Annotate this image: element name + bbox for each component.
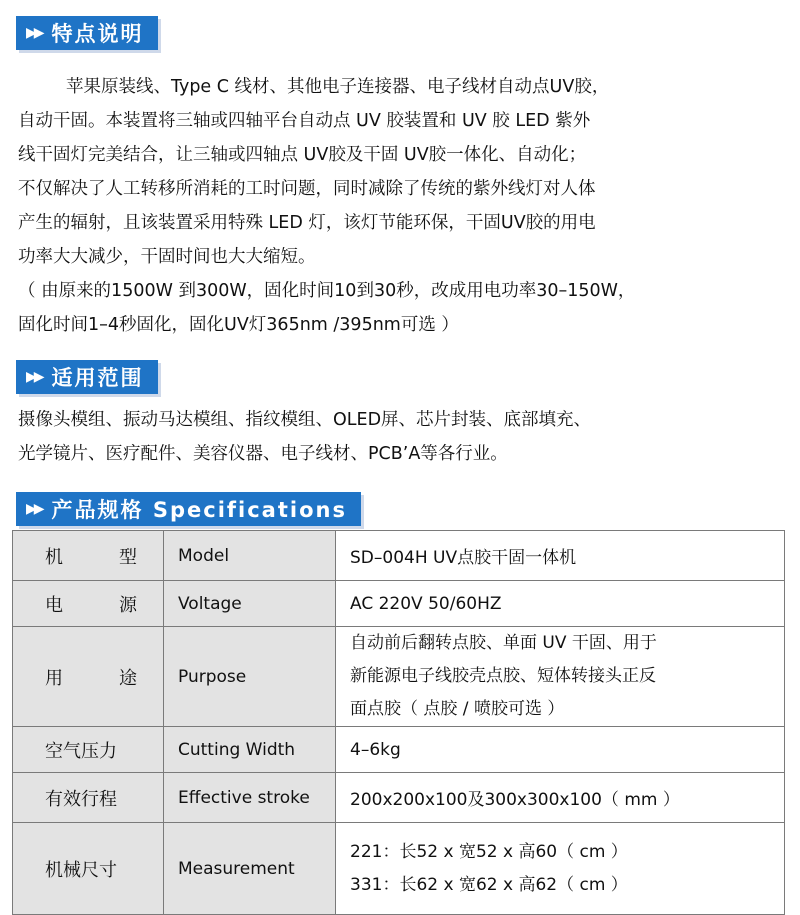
double-chevron-right-icon: ▶▶	[26, 369, 42, 385]
table-row	[13, 823, 785, 915]
spec-value: SD–004H UV点胶干固一体机	[336, 531, 785, 581]
double-chevron-right-icon: ▶▶	[26, 25, 42, 41]
features-description	[18, 70, 782, 342]
section-title: 产品规格 Specifications	[51, 498, 347, 522]
text-line: 固化时间1–4秒固化，固化UV灯365nm /395nm可选 ）	[18, 315, 459, 335]
table-row	[13, 773, 785, 823]
section-header-applications	[16, 360, 158, 394]
table-row	[13, 727, 785, 773]
spec-value-line: 自动前后翻转点胶、单面 UV 干固、用于	[350, 633, 657, 653]
table-row	[13, 531, 785, 581]
table-row	[13, 581, 785, 627]
spec-value-line: 新能源电子线胶壳点胶、短体转接头正反	[350, 666, 656, 686]
applications-description	[18, 403, 782, 471]
spec-value	[336, 823, 785, 915]
spec-value-line: 221：长52 x 宽52 x 高60（ cm ）	[350, 841, 628, 862]
spec-value: 4–6kg	[336, 727, 785, 773]
spec-label-zh: 机 型	[13, 531, 164, 581]
table-row	[13, 627, 785, 727]
spec-label-en: Purpose	[164, 627, 336, 727]
spec-value: 200x200x100及300x300x100（ mm ）	[336, 773, 785, 823]
text-line: 苹果原装线、Type C 线材、其他电子连接器、电子线材自动点UV胶，	[66, 77, 610, 97]
text-line: （ 由原来的1500W 到300W，固化时间10到30秒，改成用电功率30–150W，	[18, 281, 636, 301]
spec-label-en: Voltage	[164, 581, 336, 627]
spec-label-en: Cutting Width	[164, 727, 336, 773]
text-line: 摄像头模组、振动马达模组、指纹模组、OLED屏、芯片封装、底部填充、	[18, 410, 592, 430]
spec-table	[12, 530, 785, 915]
spec-value: AC 220V 50/60HZ	[336, 581, 785, 627]
text-line: 不仅解决了人工转移所消耗的工时问题，同时减除了传统的紫外线灯对人体	[18, 179, 596, 199]
spec-label-en: Effective stroke	[164, 773, 336, 823]
text-line: 光学镜片、医疗配件、美容仪器、电子线材、PCB’A等各行业。	[18, 444, 508, 464]
section-title: 特点说明	[51, 22, 144, 46]
section-header-features	[16, 16, 158, 50]
spec-label-zh: 电 源	[13, 581, 164, 627]
text-line: 功率大大减少，干固时间也大大缩短。	[18, 247, 316, 267]
spec-value-line: 331：长62 x 宽62 x 高62（ cm ）	[350, 874, 628, 895]
double-chevron-right-icon: ▶▶	[26, 501, 42, 517]
spec-label-zh: 空气压力	[13, 727, 164, 773]
spec-value-line: 面点胶（ 点胶 / 喷胶可选 ）	[350, 699, 565, 719]
spec-label-zh: 用 途	[13, 627, 164, 727]
spec-label-en: Measurement	[164, 823, 336, 915]
spec-label-en: Model	[164, 531, 336, 581]
text-line: 线干固灯完美结合，让三轴或四轴点 UV胶及干固 UV胶一体化、自动化；	[18, 145, 587, 165]
section-title: 适用范围	[51, 366, 144, 390]
spec-value	[336, 627, 785, 727]
spec-label-zh: 机械尺寸	[13, 823, 164, 915]
text-line: 产生的辐射，且该装置采用特殊 LED 灯，该灯节能环保，干固UV胶的用电	[18, 213, 596, 233]
section-header-specifications	[16, 492, 361, 526]
spec-label-zh: 有效行程	[13, 773, 164, 823]
text-line: 自动干固。本装置将三轴或四轴平台自动点 UV 胶装置和 UV 胶 LED 紫外	[18, 111, 591, 131]
